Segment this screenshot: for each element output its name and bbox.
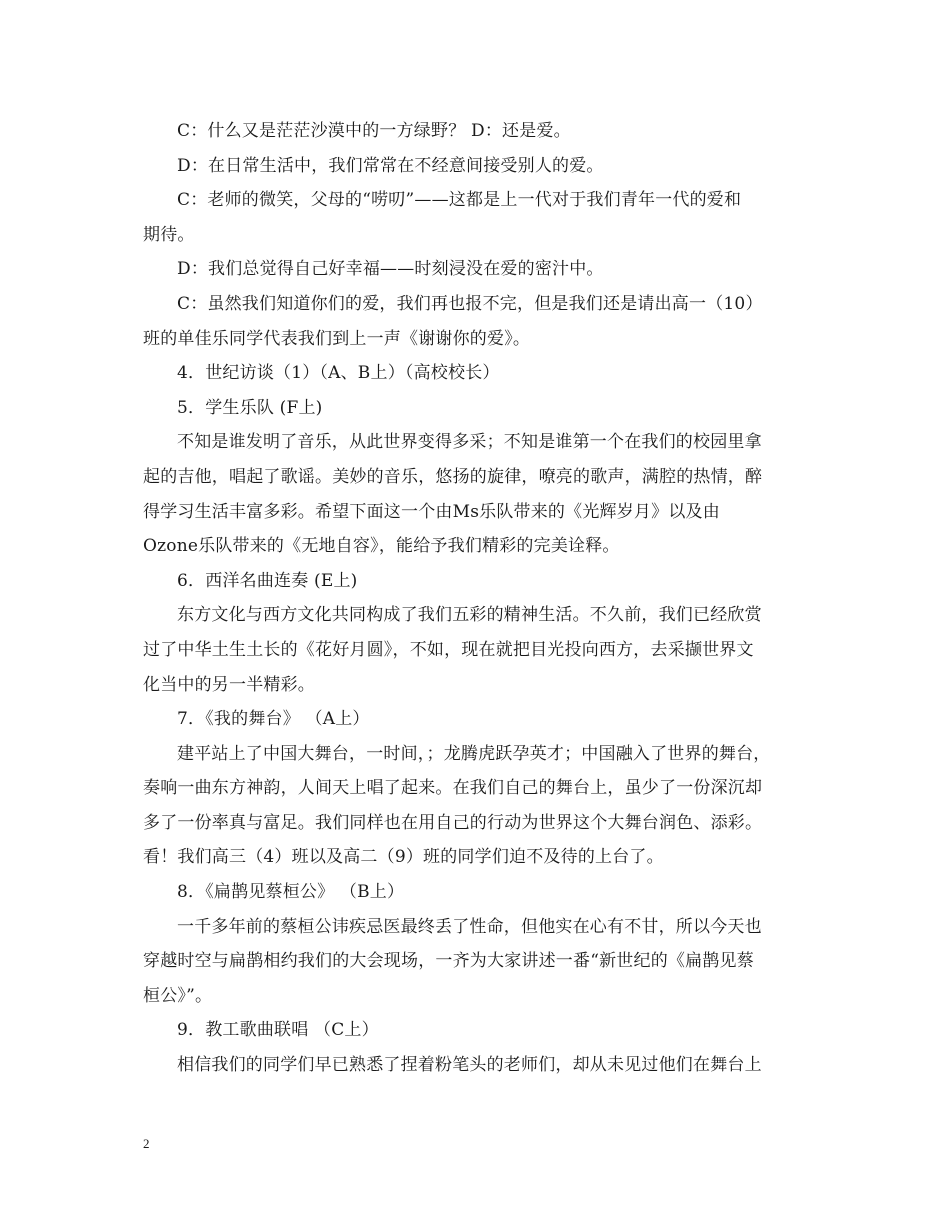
paragraph-line: 不知是谁发明了音乐，从此世界变得多采；不知是谁第一个在我们的校园里拿 <box>177 432 762 453</box>
program-item-heading: 8．《扁鹊见蔡桓公》 （B上） <box>177 882 405 903</box>
paragraph-line: 相信我们的同学们早已熟悉了捏着粉笔头的老师们，却从未见过他们在舞台上 <box>177 1055 762 1076</box>
program-item-heading: 4．世纪访谈（1）（A、B上）（高校校长） <box>177 363 500 384</box>
paragraph-line: 化当中的另一半精彩。 <box>143 674 315 695</box>
paragraph-line: 得学习生活丰富多彩。希望下面这一个由Ms乐队带来的《光辉岁月》以及由 <box>143 501 720 522</box>
paragraph-line: 桓公》”。 <box>143 985 213 1006</box>
paragraph-line: 一千多年前的蔡桓公讳疾忌医最终丢了性命，但他实在心有不甘，所以今天也 <box>177 916 762 937</box>
dialogue-line: D：在日常生活中，我们常常在不经意间接受别人的爱。 <box>177 155 604 176</box>
dialogue-line: C：虽然我们知道你们的爱，我们再也报不完，但是我们还是请出高一（10） <box>177 293 763 314</box>
paragraph-line: 穿越时空与扁鹊相约我们的大会现场，一齐为大家讲述一番“新世纪的《扁鹊见蔡 <box>143 951 754 972</box>
program-item-heading: 5．学生乐队 (F上) <box>177 397 323 418</box>
paragraph-line: 东方文化与西方文化共同构成了我们五彩的精神生活。不久前，我们已经欣赏 <box>177 605 762 626</box>
program-item-heading: 9．教工歌曲联唱 （C上） <box>177 1020 379 1041</box>
dialogue-line: D：我们总觉得自己好幸福——时刻浸没在爱的密汁中。 <box>177 259 604 280</box>
paragraph-line: 看！我们高三（4）班以及高二（9）班的同学们迫不及待的上台了。 <box>143 847 664 868</box>
program-item-heading: 6．西洋名曲连奏 (E上) <box>177 570 358 591</box>
dialogue-line: C：什么又是茫茫沙漠中的一方绿野？ D：还是爱。 <box>177 121 571 141</box>
program-item-heading: 7．《我的舞台》 （A上） <box>177 709 370 730</box>
paragraph-line: 建平站上了中国大舞台，一时间，；龙腾虎跃孕英才；中国融入了世界的舞台， <box>177 743 771 764</box>
dialogue-line: C：老师的微笑，父母的“唠叨”——这都是上一代对于我们青年一代的爱和 <box>177 190 742 211</box>
paragraph-line: 过了中华土生土长的《花好月圆》，不如，现在就把目光投向西方，去采撷世界文 <box>143 639 754 660</box>
document-body <box>143 114 815 1083</box>
paragraph-line: 奏响一曲东方神韵，人间天上唱了起来。在我们自己的舞台上，虽少了一份深沉却 <box>143 778 763 799</box>
paragraph-line: Ozone乐队带来的《无地自容》，能给予我们精彩的完美诠释。 <box>143 536 620 557</box>
page-number: 2 <box>143 1136 150 1151</box>
paragraph-line: 多了一份率真与富足。我们同样也在用自己的行动为世界这个大舞台润色、添彩。 <box>143 812 763 833</box>
dialogue-line-continuation: 期待。 <box>143 224 195 245</box>
dialogue-line-continuation: 班的单佳乐同学代表我们到上一声《谢谢你的爱》。 <box>143 328 531 349</box>
paragraph-line: 起的吉他，唱起了歌谣。美妙的音乐，悠扬的旋律，嘹亮的歌声，满腔的热情，醉 <box>143 466 763 487</box>
